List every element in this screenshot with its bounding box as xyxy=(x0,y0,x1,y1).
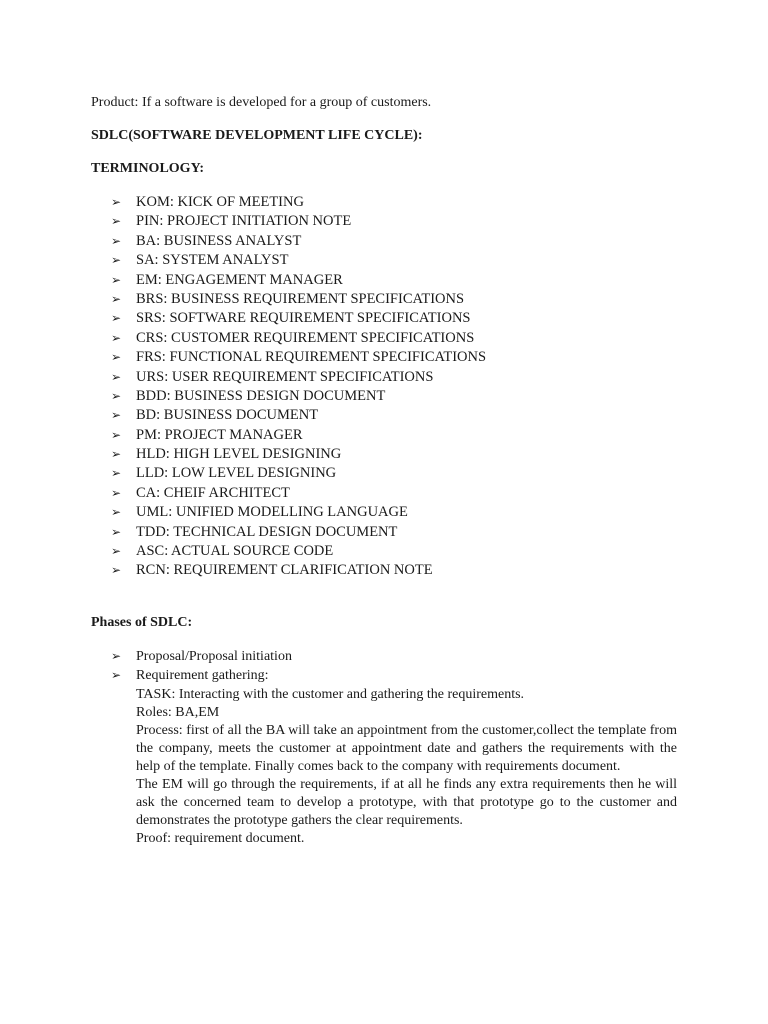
arrow-bullet-icon: ➢ xyxy=(111,668,122,682)
arrow-bullet-icon: ➢ xyxy=(111,291,122,306)
arrow-bullet-icon: ➢ xyxy=(111,408,122,423)
arrow-bullet-icon: ➢ xyxy=(111,447,122,462)
phases-heading: Phases of SDLC: xyxy=(91,615,193,630)
em-review-paragraph: The EM will go through the requirements, if at all he finds any extra requirements then he will ask the concerned team to develop a prototype, with that prototype go to the customer and demonstrates the prototype gathers the clear requirements. xyxy=(136,777,677,828)
term-item xyxy=(111,406,486,425)
term-item xyxy=(111,271,486,290)
arrow-bullet-icon: ➢ xyxy=(111,466,122,481)
term-item xyxy=(111,484,486,503)
phase-item xyxy=(111,647,292,666)
term-text: EM: ENGAGEMENT MANAGER xyxy=(136,271,343,288)
process-paragraph: Process: first of all the BA will take an appointment from the customer,collect the template from the company, meets the customer at appointment date and gathers the requirements with the help of the template. Finally comes back to the company with requirements document. xyxy=(136,723,677,774)
arrow-bullet-icon: ➢ xyxy=(111,369,122,384)
term-item xyxy=(111,251,486,270)
phase-item xyxy=(111,666,292,685)
term-text: ASC: ACTUAL SOURCE CODE xyxy=(136,543,334,560)
term-text: BD: BUSINESS DOCUMENT xyxy=(136,407,319,424)
arrow-bullet-icon: ➢ xyxy=(111,388,122,403)
arrow-bullet-icon: ➢ xyxy=(111,253,122,268)
arrow-bullet-icon: ➢ xyxy=(111,505,122,520)
term-item xyxy=(111,464,486,483)
term-text: HLD: HIGH LEVEL DESIGNING xyxy=(136,446,342,463)
phase-text: Proposal/Proposal initiation xyxy=(136,649,292,664)
term-text: KOM: KICK OF MEETING xyxy=(136,194,304,210)
proof-line: Proof: requirement document. xyxy=(136,831,305,846)
term-item xyxy=(111,329,486,348)
term-item xyxy=(111,290,486,309)
term-text: PM: PROJECT MANAGER xyxy=(136,426,303,443)
term-text: BRS: BUSINESS REQUIREMENT SPECIFICATIONS xyxy=(136,290,465,307)
term-item xyxy=(111,232,486,251)
phase-text: Requirement gathering: xyxy=(136,668,269,683)
terminology-list xyxy=(111,193,486,581)
term-item xyxy=(111,503,486,522)
term-item xyxy=(111,309,486,328)
arrow-bullet-icon: ➢ xyxy=(111,272,122,287)
phases-list xyxy=(111,647,292,685)
product-definition: Product: If a software is developed for a group of customers. xyxy=(91,95,432,110)
arrow-bullet-icon: ➢ xyxy=(111,214,122,229)
arrow-bullet-icon: ➢ xyxy=(111,563,122,578)
requirement-gathering-details xyxy=(136,686,677,848)
term-text: TDD: TECHNICAL DESIGN DOCUMENT xyxy=(136,523,398,540)
roles-line: Roles: BA,EM xyxy=(136,705,220,720)
term-text: BDD: BUSINESS DESIGN DOCUMENT xyxy=(136,387,386,404)
arrow-bullet-icon: ➢ xyxy=(111,330,122,345)
term-item xyxy=(111,523,486,542)
term-item xyxy=(111,193,486,212)
arrow-bullet-icon: ➢ xyxy=(111,649,122,663)
term-text: CA: CHEIF ARCHITECT xyxy=(136,484,290,501)
arrow-bullet-icon: ➢ xyxy=(111,195,122,209)
term-text: URS: USER REQUIREMENT SPECIFICATIONS xyxy=(136,368,434,385)
arrow-bullet-icon: ➢ xyxy=(111,233,122,248)
sdlc-heading: SDLC(SOFTWARE DEVELOPMENT LIFE CYCLE): xyxy=(91,128,423,143)
term-item xyxy=(111,212,486,231)
term-item xyxy=(111,387,486,406)
task-line: TASK: Interacting with the customer and gathering the requirements. xyxy=(136,687,525,702)
term-text: CRS: CUSTOMER REQUIREMENT SPECIFICATIONS xyxy=(136,329,475,346)
arrow-bullet-icon: ➢ xyxy=(111,485,122,500)
arrow-bullet-icon: ➢ xyxy=(111,350,122,365)
term-text: RCN: REQUIREMENT CLARIFICATION NOTE xyxy=(136,562,433,579)
arrow-bullet-icon: ➢ xyxy=(111,544,122,559)
term-item xyxy=(111,368,486,387)
arrow-bullet-icon: ➢ xyxy=(111,311,122,326)
arrow-bullet-icon: ➢ xyxy=(111,524,122,539)
term-text: PIN: PROJECT INITIATION NOTE xyxy=(136,213,352,230)
term-item xyxy=(111,426,486,445)
term-text: UML: UNIFIED MODELLING LANGUAGE xyxy=(136,504,408,521)
term-text: BA: BUSINESS ANALYST xyxy=(136,232,302,249)
term-text: LLD: LOW LEVEL DESIGNING xyxy=(136,465,337,482)
term-item xyxy=(111,542,486,561)
term-item xyxy=(111,348,486,367)
term-item xyxy=(111,561,486,580)
terminology-heading: TERMINOLOGY: xyxy=(91,161,205,176)
term-text: SRS: SOFTWARE REQUIREMENT SPECIFICATIONS xyxy=(136,310,471,327)
term-text: FRS: FUNCTIONAL REQUIREMENT SPECIFICATIONS xyxy=(136,349,487,366)
term-text: SA: SYSTEM ANALYST xyxy=(136,252,289,269)
term-item xyxy=(111,445,486,464)
arrow-bullet-icon: ➢ xyxy=(111,427,122,442)
